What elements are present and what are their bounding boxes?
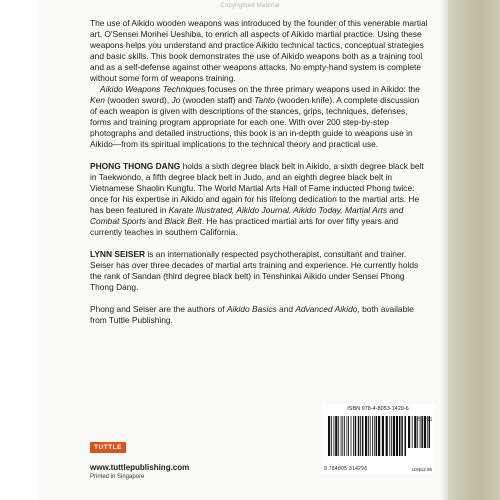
barcode-bar <box>360 416 361 456</box>
barcode-bar <box>368 416 369 456</box>
printed-in-label: Printed in Singapore <box>90 474 145 480</box>
barcode-bar <box>391 416 392 456</box>
book-title: Aikido Weapons Techniques <box>100 84 206 94</box>
book-spine <box>448 0 500 500</box>
barcode-bar <box>376 416 378 456</box>
barcode-bar <box>386 416 388 456</box>
phong-bio-paragraph: PHONG THONG DANG holds a sixth degree black belt in Aikido, a sixth degree black belt in Taekwondo, a fifth degree black belt in Judo, and an eighth degree black belt in Vietnamese Shaolin Kungfu. The World Martial Arts Hall of Fame inducted Phong twice: once for his expertise in Aikido and again for his lifelong dedication to the martial arts. He has been featured in Karate Illustrated, Aikido Journal, Aikido Today, Martial Arts and Combat Sports and Black Belt. He has practiced martial arts for over fifty years and currently teaches in southern California. <box>90 161 424 237</box>
barcode-bar <box>401 416 403 456</box>
barcode-bar <box>341 416 342 456</box>
barcode-bar <box>347 416 348 456</box>
description-text <box>90 18 428 337</box>
barcode-bar <box>355 416 357 456</box>
barcode-bar <box>370 416 371 456</box>
lynn-bio-paragraph: LYNN SEISER is an internationally respected psychotherapist, consultant and trainer. Seiser has over three decades of martial arts training and experience. He currently holds the rank of Sandan (third degree black belt) in Tenshinkai Aikido under Sensei Phong Thong Dang. <box>90 249 419 292</box>
barcode-bar <box>408 416 410 448</box>
barcode-bar <box>331 416 332 456</box>
barcode-bar <box>348 416 349 456</box>
barcode-bar <box>351 416 352 456</box>
intro-paragraph: The use of Aikido wooden weapons was introduced by the founder of this venerable martial art, O'Sensei Morihei Ueshiba, to enrich all aspects of Aikido martial practice. Using these weapons helps you understand and practice Aikido technical tactics, conceptual strategies and basic skills. This book demonstrates the use of Aikido weapons both as a training tool and as a self-defense against other weapons attacks. No empty-hand system is complete without some form of weapons training. <box>90 18 428 83</box>
barcode-bar <box>365 416 367 456</box>
barcode-bar <box>399 416 401 456</box>
barcode-bar <box>328 416 330 456</box>
author-name-lynn: LYNN SEISER <box>90 249 146 259</box>
closing-paragraph: Phong and Seiser are the authors of Aikido Basics and Advanced Aikido, both available from Tuttle Publishing. <box>90 304 414 325</box>
barcode-bar <box>358 416 360 456</box>
barcode-bar <box>335 416 337 456</box>
copyright-watermark: Copyrighted Material <box>220 3 280 9</box>
isbn-barcode <box>322 404 434 474</box>
barcode-bar <box>344 416 345 456</box>
isbn-number: ISBN 978-4-8053-1429-6 <box>347 406 409 412</box>
barcode-bar <box>372 416 373 456</box>
barcode-bar <box>378 416 380 456</box>
barcode-bar <box>405 416 407 456</box>
barcode-bar <box>382 416 384 456</box>
barcode-bar <box>334 416 335 456</box>
author-name-phong: PHONG THONG DANG <box>90 161 181 171</box>
barcode-graphic <box>328 416 406 460</box>
barcode-bar <box>338 416 339 456</box>
barcode-bar <box>362 416 364 456</box>
barcode-bar <box>389 416 390 456</box>
tuttle-logo: TUTTLE <box>90 442 126 453</box>
price-code: 51295 <box>418 417 432 423</box>
publisher-website: www.tuttlepublishing.com <box>90 463 190 472</box>
focus-paragraph: Aikido Weapons Techniques focuses on the three primary weapons used in Aikido: the Ken (wooden sword), Jo (wooden staff) and Tanto (wooden knife). A complete discussion of each weapon is given with descriptions of the stances, grips, techniques, defenses, forms and training program appropriate for each one. With over 200 step-by-step photographs and detailed instructions, this book is an in-depth guide to weapons use in Aikido—from its spiritual implications to the technical theory and practical use. <box>90 84 420 149</box>
barcode-bar <box>396 416 398 456</box>
barcode-bar <box>342 416 343 456</box>
barcode-bar <box>414 416 416 448</box>
price-label: US$12.95 <box>411 467 432 472</box>
barcode-digits: 9 784805 314296 <box>324 466 368 472</box>
barcode-bar <box>374 416 375 456</box>
barcode-bar <box>412 416 413 448</box>
barcode-bar <box>353 416 354 456</box>
barcode-bar <box>393 416 395 456</box>
